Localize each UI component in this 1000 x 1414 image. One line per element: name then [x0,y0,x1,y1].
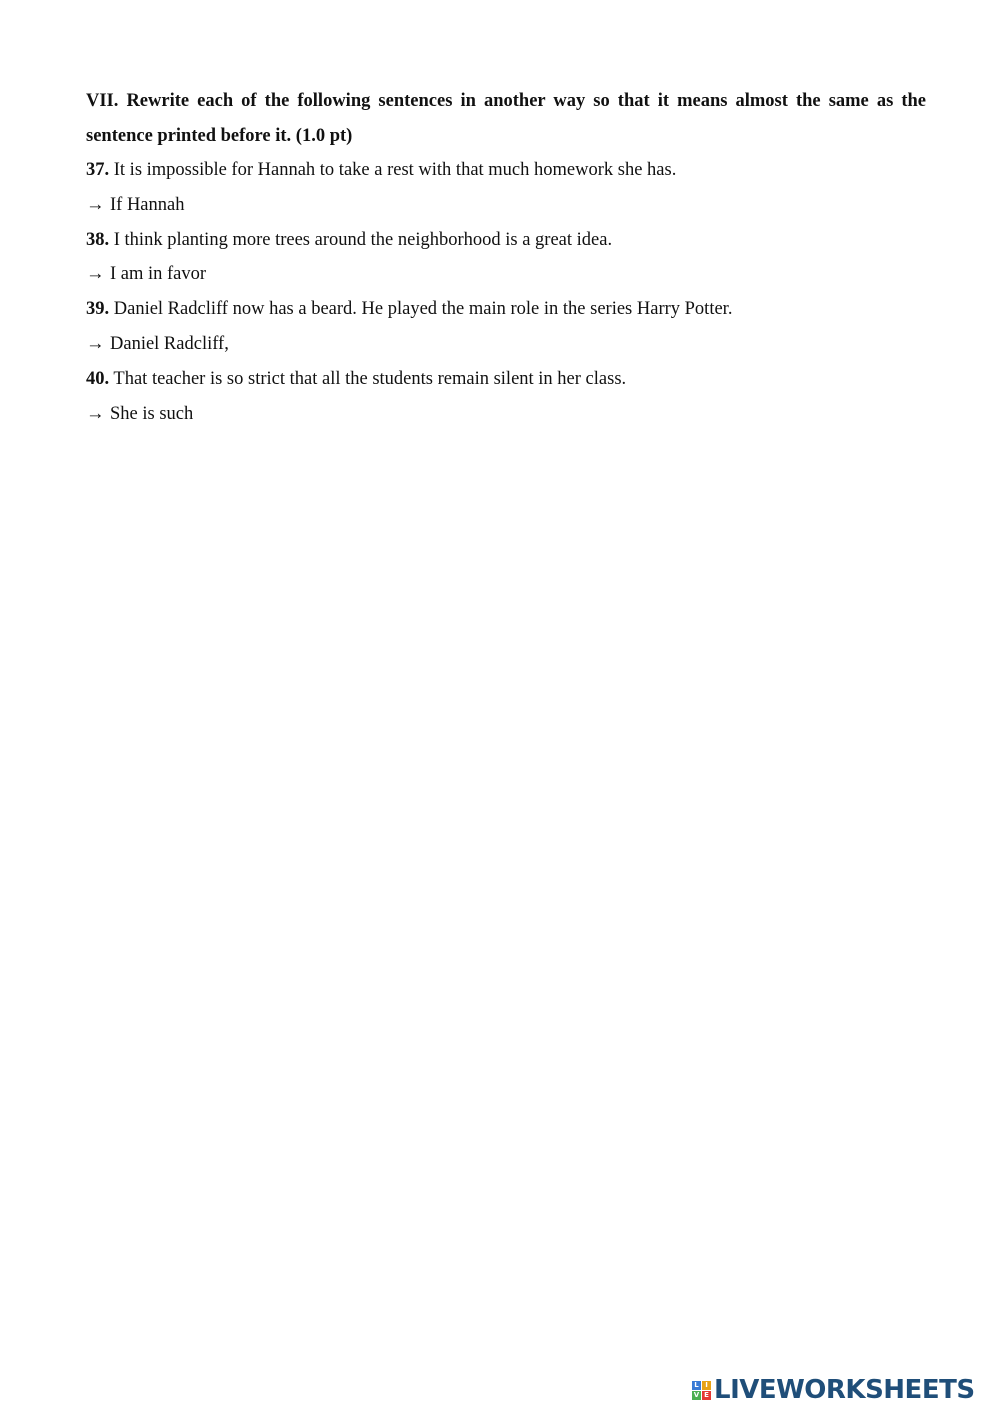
question-sentence: I think planting more trees around the neighborhood is a great idea. [113,229,613,250]
answer-line-38[interactable] [86,257,926,292]
liveworksheets-logo [692,1376,975,1404]
question-40 [86,362,926,397]
question-number: 38. [86,229,110,250]
answer-line-40[interactable] [86,397,926,432]
question-sentence: It is impossible for Hannah to take a rest with that much homework she has. [113,160,677,180]
question-sentence: Daniel Radcliff now has a beard. He played the main role in the series Harry Potter. [113,299,733,320]
question-38 [86,223,926,258]
question-sentence: That teacher is so strict that all the students remain silent in her class. [113,368,627,389]
question-number: 40. [86,368,110,389]
section-heading: VII. Rewrite each of the following sentences in another way so that it means almost the same as the sentence printed before it. (1.0 pt) [86,91,926,146]
arrow-icon: → [86,333,105,354]
arrow-icon: → [86,264,105,285]
answer-line-37[interactable] [86,188,926,223]
answer-prompt: If Hannah [110,194,185,215]
answer-prompt: She is such [110,403,194,424]
question-number: 39. [86,299,110,320]
logo-tile: E [702,1391,711,1400]
logo-tile: L [692,1381,701,1390]
answer-prompt: I am in favor [110,264,207,285]
logo-tile: V [693,1390,700,1399]
logo-mark-icon [692,1381,711,1400]
logo-tile: I [702,1381,711,1390]
question-39 [86,292,926,327]
logo-text: LIVEWORKSHEETS [714,1375,975,1405]
worksheet-content [86,84,926,431]
arrow-icon: → [86,403,105,424]
question-number: 37. [86,160,110,180]
answer-line-39[interactable] [86,327,926,362]
answer-prompt: Daniel Radcliff, [110,333,229,354]
arrow-icon: → [86,194,105,215]
question-37 [86,153,926,188]
